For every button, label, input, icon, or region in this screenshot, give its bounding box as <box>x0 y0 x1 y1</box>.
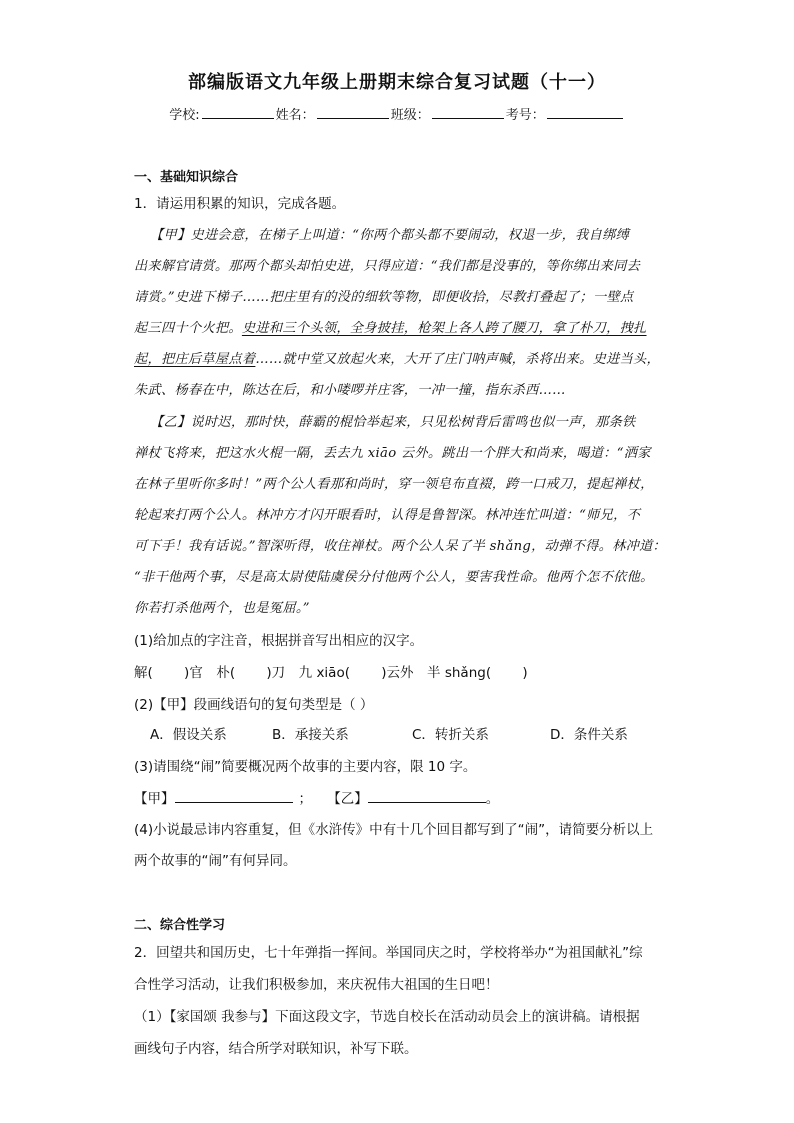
passage-yi-line: 禅杖飞将来，把这水火棍一隔，丢去九 xiāo 云外。跳出一个胖大和尚来，喝道：“洒家 <box>134 446 651 461</box>
exam-title: 部编版语文九年级上册期末综合复习试题（十一） <box>188 72 606 93</box>
option-a[interactable]: A．假设关系 <box>150 727 227 743</box>
passage-jia-line <box>134 317 668 336</box>
underlined-sentence: 史进和三个头领，全身披挂，枪架上各人跨了腰刀，拿了朴刀，拽扎 <box>241 321 647 336</box>
q2-line: 2．回望共和国历史，七十年弹指一挥间。举国同庆之时，学校将举办“为祖国献礼”综 <box>134 945 643 961</box>
sub-question-4: (4)小说最忌讳内容重复，但《水浒传》中有十几个回目都写到了“闹”，请简要分析以上 <box>134 822 654 838</box>
passage-jia-line: 请赏。”史进下梯子……把庄里有的没的细软等物，即便收拾，尽教打叠起了；一壁点 <box>134 290 634 305</box>
school-label: 学校: <box>169 108 200 123</box>
passage-yi-line: 在林子里听你多时！”两个公人看那和尚时，穿一领皂布直裰，跨一口戒刀，提起禅杖， <box>134 477 654 492</box>
jia-label: 【甲】 <box>134 791 175 807</box>
sub-question-1: (1)给加点的字注音，根据拼音写出相应的汉字。 <box>134 633 424 649</box>
passage-text: 起三四十个火把。 <box>134 321 242 336</box>
name-blank[interactable] <box>317 104 389 119</box>
passage-jia-line: 朱武、杨春在中，陈达在后，和小喽啰并庄客，一冲一撞，指东杀西…… <box>134 383 566 398</box>
separator: ； <box>298 791 312 807</box>
exam-no-label: 考号： <box>505 108 545 123</box>
passage-yi-line: “非干他两个事，尽是高太尉使陆虞侯分付他两个公人，要害我性命。他两个怎不依他。 <box>134 570 654 585</box>
yi-label: 【乙】 <box>334 791 368 807</box>
sub-question-3-answer-line <box>134 787 499 807</box>
option-c[interactable]: C．转折关系 <box>412 727 489 743</box>
q2-line: 合性学习活动，让我们积极参加，来庆祝伟大祖国的生日吧！ <box>134 977 499 993</box>
passage-jia-line: 【甲】史进会意，在梯子上叫道：“你两个都头都不要闹动，权退一步，我自绑缚 <box>150 228 630 243</box>
exam-no-blank[interactable] <box>547 104 623 119</box>
end-mark: 。 <box>485 791 500 807</box>
option-b[interactable]: B．承接关系 <box>272 727 349 743</box>
yi-answer-blank[interactable] <box>368 788 486 803</box>
underlined-sentence: 起，把庄后草屋点着 <box>134 352 256 367</box>
sub-question-1-items[interactable]: 解( )官 朴( )刀 九 xiāo( )云外 半 shǎng( ) <box>134 665 528 681</box>
passage-yi-line: 【乙】说时迟，那时快，薛霸的棍恰举起来，只见松树背后雷鸣也似一声，那条铁 <box>150 415 636 430</box>
q2-line: 画线句子内容，结合所学对联知识，补写下联。 <box>134 1041 418 1057</box>
passage-jia-line <box>134 348 668 367</box>
passage-yi-line: 可下手！我有话说。”智深听得，收住禅杖。两个公人呆了半 shǎng，动弹不得。林冲道： <box>134 539 667 554</box>
jia-answer-blank[interactable] <box>175 788 293 803</box>
passage-text: ……就中堂又放起火来，大开了庄门呐声喊，杀将出来。史进当头， <box>255 352 661 367</box>
class-label: 班级： <box>390 108 430 123</box>
sub-question-3: (3)请围绕“闹”简要概况两个故事的主要内容，限 10 字。 <box>134 759 477 775</box>
passage-yi-line: 轮起来打两个公人。林冲方才闪开眼看时，认得是鲁智深。林冲连忙叫道：“师兄，不 <box>134 508 641 523</box>
q1-intro: 1．请运用积累的知识，完成各题。 <box>134 196 346 212</box>
name-label: 姓名： <box>275 108 315 123</box>
section-1-heading: 一、基础知识综合 <box>134 170 239 185</box>
student-info-line <box>0 104 794 123</box>
passage-jia-line: 出来解官请赏。那两个都头却怕史进，只得应道：“我们都是没事的，等你绑出来同去 <box>134 259 641 274</box>
choice-options <box>150 723 628 743</box>
class-blank[interactable] <box>432 104 504 119</box>
sub-question-2: (2)【甲】段画线语句的复句类型是（ ） <box>134 697 374 713</box>
school-blank[interactable] <box>202 104 274 119</box>
option-d[interactable]: D．条件关系 <box>550 727 628 743</box>
passage-yi-line: 你若打杀他两个，也是冤屈。” <box>134 601 310 616</box>
sub-question-4-cont: 两个故事的“闹”有何异同。 <box>134 853 297 869</box>
section-2-heading: 二、综合性学习 <box>134 918 226 933</box>
q2-line: （1）【家国颂 我参与】下面这段文字，节选自校长在活动动员会上的演讲稿。请根据 <box>134 1009 640 1025</box>
